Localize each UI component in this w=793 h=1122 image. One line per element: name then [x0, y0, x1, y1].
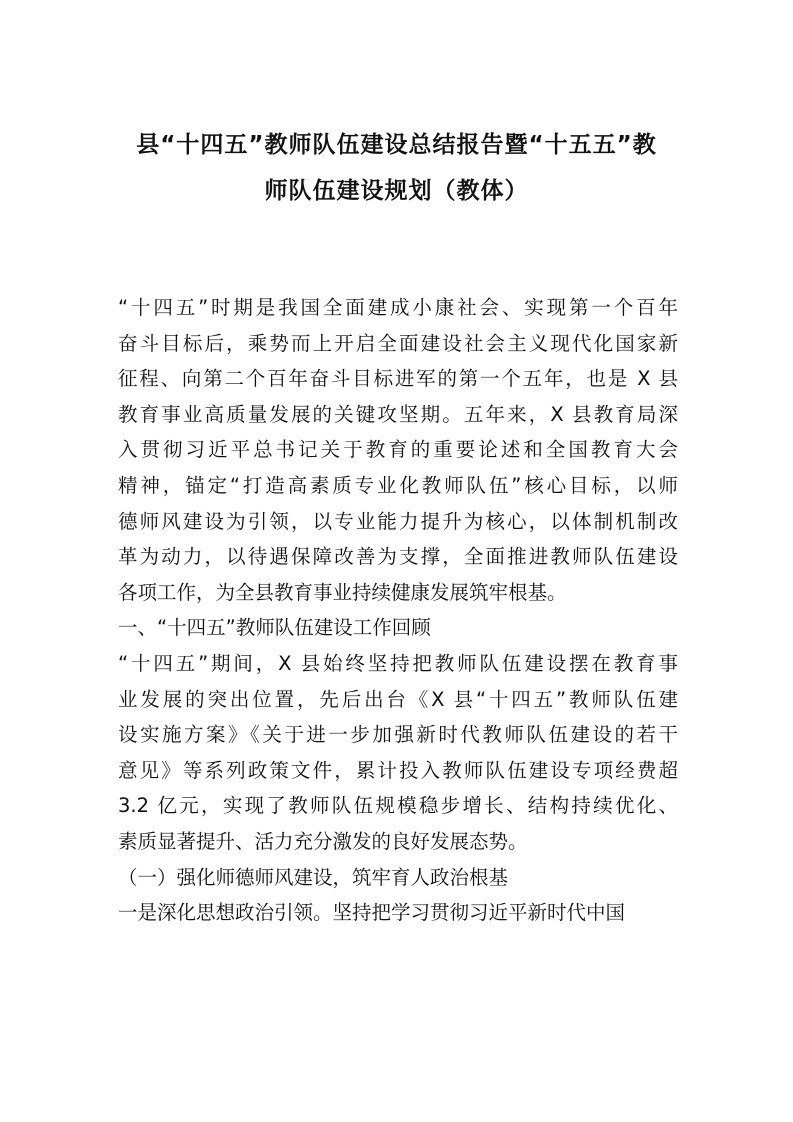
paragraph-line: 奋斗目标后，乘势而上开启全面建设社会主义现代化国家新: [118, 331, 678, 355]
paragraph-line: 征程、向第二个百年奋斗目标进军的第一个五年，也是 X 县: [118, 367, 678, 391]
document-title-line-2: 师队伍建设规划（教体）: [264, 178, 529, 204]
paragraph-line: 教育事业高质量发展的关键攻坚期。五年来，X 县教育局深: [118, 402, 678, 426]
document-body: [118, 290, 678, 931]
subsection-paragraph: [118, 895, 678, 931]
paragraph-line: 精神，锚定“打造高素质专业化教师队伍”核心目标，以师: [118, 473, 678, 497]
paragraph-line: 德师风建设为引领，以专业能力提升为核心，以体制机制改: [118, 509, 678, 533]
paragraph-line: 设实施方案》《关于进一步加强新时代教师队伍建设的若干: [118, 723, 678, 747]
paragraph-line: “十四五”时期是我国全面建成小康社会、实现第一个百年: [118, 296, 678, 319]
paragraph-line: 入贯彻习近平总书记关于教育的重要论述和全国教育大会: [118, 438, 678, 462]
section-heading: 一、“十四五”教师队伍建设工作回顾: [118, 616, 431, 640]
paragraph-line: 一是深化思想政治引领。坚持把学习贯彻习近平新时代中国: [118, 901, 626, 925]
paragraph-line: 革为动力，以待遇保障改善为支撑，全面推进教师队伍建设: [118, 545, 678, 569]
intro-paragraph: [118, 290, 678, 610]
document-title-line-1: 县“十四五”教师队伍建设总结报告暨“十五五”教: [136, 132, 657, 158]
paragraph-line: 3.2 亿元，实现了教师队伍规模稳步增长、结构持续优化、: [118, 794, 678, 818]
paragraph-line: 各项工作，为全县教育事业持续健康发展筑牢根基。: [118, 580, 567, 604]
paragraph-line: 业发展的突出位置，先后出台《X 县“十四五”教师队伍建: [118, 687, 678, 711]
paragraph-line: 素质显著提升、活力充分激发的良好发展态势。: [118, 829, 528, 853]
paragraph-line: 意见》等系列政策文件，累计投入教师队伍建设专项经费超: [118, 758, 678, 782]
subsection-heading: （一）强化师德师风建设，筑牢育人政治根基: [118, 865, 509, 889]
section-paragraph: [118, 646, 678, 860]
paragraph-line: “十四五”期间，X 县始终坚持把教师队伍建设摆在教育事: [118, 651, 678, 675]
